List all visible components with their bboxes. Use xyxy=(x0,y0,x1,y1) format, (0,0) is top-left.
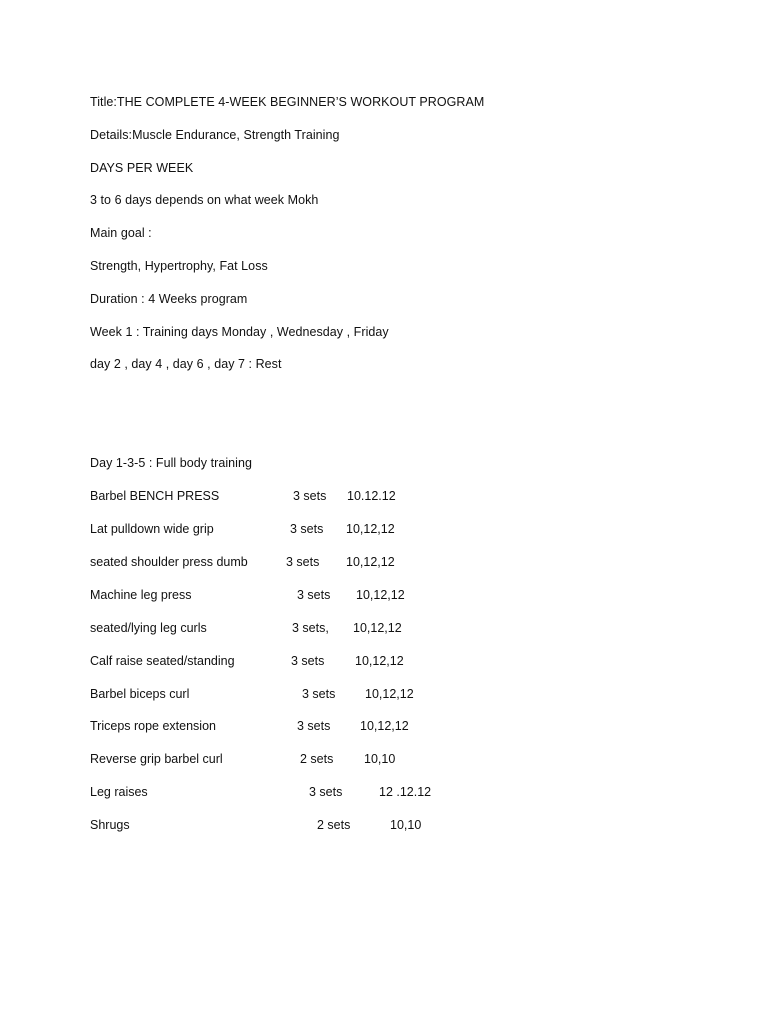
exercise-row xyxy=(0,817,768,833)
exercise-reps: 12 .12.12 xyxy=(379,785,432,799)
main-goal-label: Main goal : xyxy=(90,226,152,240)
exercise-reps: 10,12,12 xyxy=(346,522,395,536)
details-line: Details:Muscle Endurance, Strength Training xyxy=(90,128,340,142)
exercise-name: Lat pulldown wide grip xyxy=(90,522,214,536)
exercise-name: Shrugs xyxy=(90,818,130,832)
exercise-name: seated/lying leg curls xyxy=(90,621,207,635)
exercise-name: Reverse grip barbel curl xyxy=(90,752,223,766)
exercise-reps: 10,12,12 xyxy=(355,654,404,668)
exercise-reps: 10.12.12 xyxy=(347,489,396,503)
exercise-name: seated shoulder press dumb xyxy=(90,555,248,569)
exercise-sets: 3 sets xyxy=(290,522,324,536)
rest-days-line: day 2 , day 4 , day 6 , day 7 : Rest xyxy=(90,357,282,371)
exercise-row xyxy=(0,620,768,636)
exercise-reps: 10,10 xyxy=(364,752,396,766)
exercise-row xyxy=(0,686,768,702)
exercise-name: Barbel biceps curl xyxy=(90,687,190,701)
exercise-sets: 3 sets, xyxy=(292,621,329,635)
week-1-line: Week 1 : Training days Monday , Wednesday , Friday xyxy=(90,325,389,339)
exercise-reps: 10,12,12 xyxy=(346,555,395,569)
exercise-sets: 3 sets xyxy=(291,654,325,668)
section-heading: Day 1-3-5 : Full body training xyxy=(90,456,252,470)
exercise-sets: 3 sets xyxy=(302,687,336,701)
exercise-row xyxy=(0,653,768,669)
exercise-row xyxy=(0,587,768,603)
exercise-sets: 2 sets xyxy=(317,818,351,832)
exercise-row xyxy=(0,718,768,734)
exercise-row xyxy=(0,488,768,504)
exercise-reps: 10,12,12 xyxy=(360,719,409,733)
exercise-name: Barbel BENCH PRESS xyxy=(90,489,220,503)
exercise-row xyxy=(0,521,768,537)
exercise-reps: 10,12,12 xyxy=(353,621,402,635)
exercise-name: Machine leg press xyxy=(90,588,192,602)
days-per-week-label: DAYS PER WEEK xyxy=(90,161,194,175)
exercise-reps: 10,12,12 xyxy=(365,687,414,701)
days-per-week-value: 3 to 6 days depends on what week Mokh xyxy=(90,193,319,207)
exercise-sets: 3 sets xyxy=(293,489,327,503)
exercise-reps: 10,10 xyxy=(390,818,422,832)
exercise-sets: 3 sets xyxy=(309,785,343,799)
exercise-row xyxy=(0,554,768,570)
exercise-row xyxy=(0,751,768,767)
exercise-name: Leg raises xyxy=(90,785,148,799)
duration-line: Duration : 4 Weeks program xyxy=(90,292,248,306)
exercise-reps: 10,12,12 xyxy=(356,588,405,602)
exercise-sets: 2 sets xyxy=(300,752,334,766)
main-goal-value: Strength, Hypertrophy, Fat Loss xyxy=(90,259,268,273)
document-title: Title:THE COMPLETE 4-WEEK BEGINNER’S WORKOUT PROGRAM xyxy=(90,95,485,109)
exercise-sets: 3 sets xyxy=(286,555,320,569)
exercise-row xyxy=(0,784,768,800)
exercise-name: Calf raise seated/standing xyxy=(90,654,235,668)
exercise-name: Triceps rope extension xyxy=(90,719,216,733)
exercise-sets: 3 sets xyxy=(297,588,331,602)
exercise-sets: 3 sets xyxy=(297,719,331,733)
